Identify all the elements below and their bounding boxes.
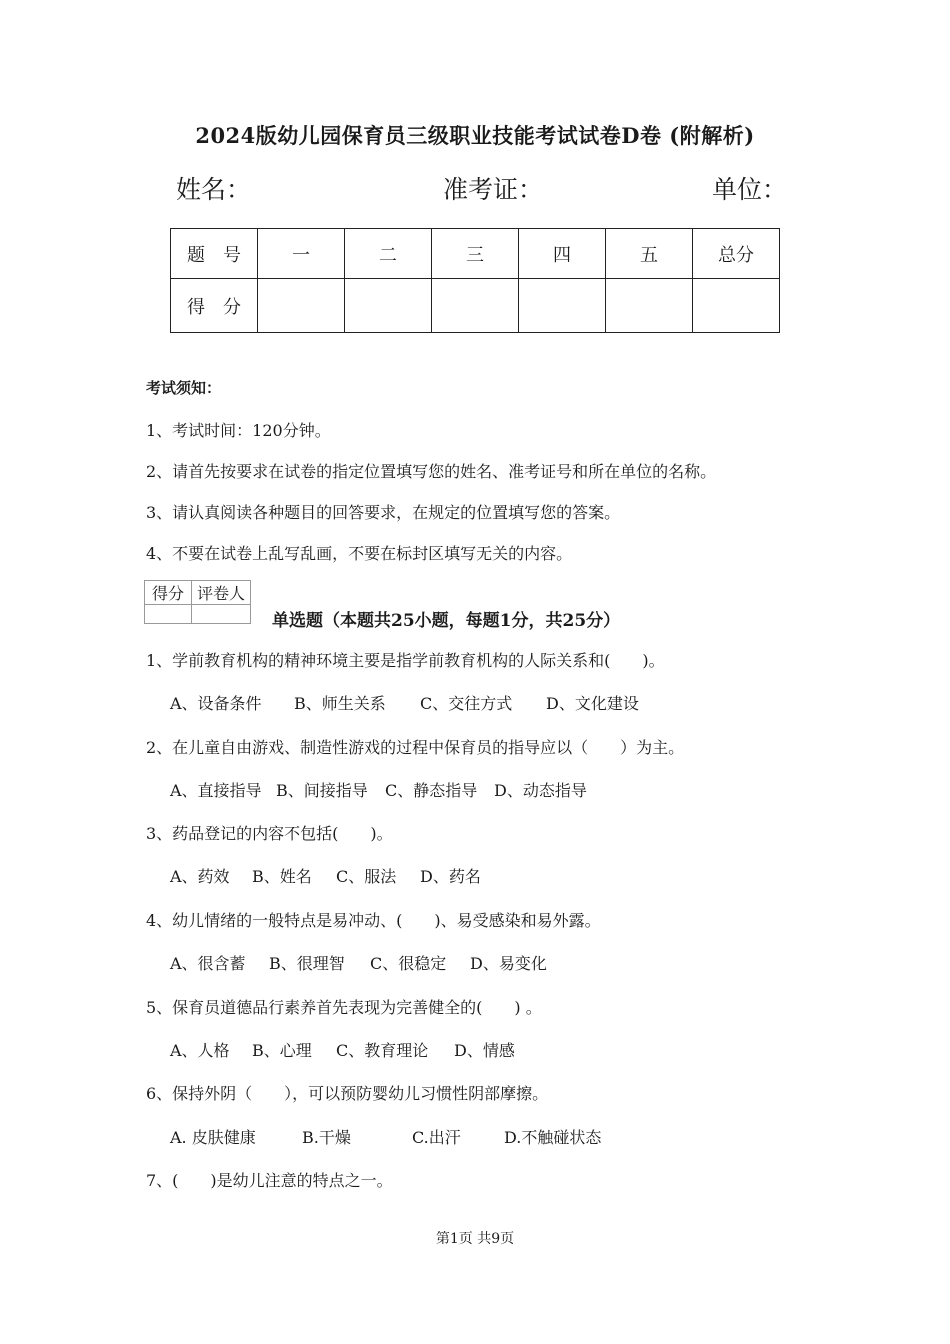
score-cell[interactable] [258, 279, 345, 333]
grader-box-score-label: 得分 [145, 581, 192, 605]
option[interactable]: A、直接指导 [170, 781, 262, 800]
option[interactable]: C、服法 [336, 867, 397, 886]
option[interactable]: B.干燥 [302, 1128, 351, 1147]
name-field-label: 姓名： [176, 175, 252, 204]
question-text: 6、保持外阴（ ），可以预防婴幼儿习惯性阴部摩擦。 [146, 1084, 549, 1103]
question-text: 5、保育员道德品行素养首先表现为完善健全的( ) 。 [146, 998, 542, 1017]
option[interactable]: C、交往方式 [420, 694, 513, 713]
score-table-header-cell: 五 [606, 229, 693, 279]
question-text: 1、学前教育机构的精神环境主要是指学前教育机构的人际关系和( )。 [146, 651, 665, 670]
option[interactable]: C.出汗 [412, 1128, 461, 1147]
option[interactable]: B、很理智 [269, 954, 345, 973]
option[interactable]: C、静态指导 [385, 781, 478, 800]
question-options [170, 864, 481, 887]
option[interactable]: C、教育理论 [336, 1041, 429, 1060]
notice-item: 4、不要在试卷上乱写乱画，不要在标封区填写无关的内容。 [146, 544, 573, 563]
score-table-header-cell: 三 [432, 229, 519, 279]
grader-box-score-cell[interactable] [145, 605, 192, 624]
option[interactable]: B、心理 [252, 1041, 312, 1060]
question-options [170, 951, 547, 974]
question-options [170, 1038, 515, 1061]
option[interactable]: B、姓名 [252, 867, 312, 886]
option[interactable]: C、很稳定 [370, 954, 447, 973]
option[interactable]: B、师生关系 [294, 694, 386, 713]
notice-item: 3、请认真阅读各种题目的回答要求，在规定的位置填写您的答案。 [146, 503, 621, 522]
question-options [170, 691, 639, 714]
option[interactable]: D、药名 [420, 867, 481, 886]
score-table-row-label: 得 分 [171, 279, 258, 333]
score-table-header-cell: 一 [258, 229, 345, 279]
grader-box [144, 580, 251, 624]
score-cell[interactable] [345, 279, 432, 333]
option[interactable]: D、情感 [454, 1041, 515, 1060]
option[interactable]: D、文化建设 [546, 694, 639, 713]
score-table-header-row [171, 229, 780, 279]
option[interactable]: B、间接指导 [276, 781, 368, 800]
score-table-header-cell: 总分 [693, 229, 780, 279]
score-cell[interactable] [693, 279, 780, 333]
option[interactable]: D、易变化 [470, 954, 547, 973]
question-text: 3、药品登记的内容不包括( )。 [146, 824, 393, 843]
score-table [170, 228, 780, 333]
page-footer: 第1页 共9页 [435, 1231, 515, 1247]
option[interactable]: A、很含蓄 [170, 954, 246, 973]
notice-heading: 考试须知： [146, 379, 222, 397]
score-table-header-cell: 二 [345, 229, 432, 279]
exam-id-field-label: 准考证： [443, 175, 544, 204]
page-title: 2024版幼儿园保育员三级职业技能考试试卷D卷 (附解析) [195, 123, 755, 148]
score-table-header-cell: 题 号 [171, 229, 258, 279]
question-options [170, 1125, 601, 1148]
option[interactable]: A. 皮肤健康 [170, 1128, 256, 1147]
option[interactable]: D、动态指导 [494, 781, 587, 800]
option[interactable]: D.不触碰状态 [504, 1128, 602, 1147]
option[interactable]: A、药效 [170, 867, 230, 886]
option[interactable]: A、设备条件 [170, 694, 262, 713]
question-text: 4、幼儿情绪的一般特点是易冲动、( )、易受感染和易外露。 [146, 911, 601, 930]
score-cell[interactable] [432, 279, 519, 333]
score-table-score-row [171, 279, 780, 333]
option[interactable]: A、人格 [170, 1041, 230, 1060]
grader-box-grader-cell[interactable] [192, 605, 251, 624]
score-cell[interactable] [606, 279, 693, 333]
notice-item: 1、考试时间：120分钟。 [146, 421, 331, 440]
unit-field-label: 单位： [712, 175, 788, 204]
score-cell[interactable] [519, 279, 606, 333]
question-text: 2、在儿童自由游戏、制造性游戏的过程中保育员的指导应以（ ）为主。 [146, 738, 685, 757]
question-options [170, 778, 587, 801]
grader-box-grader-label: 评卷人 [192, 581, 251, 605]
section-title: 单选题（本题共25小题，每题1分，共25分） [272, 611, 621, 631]
score-table-header-cell: 四 [519, 229, 606, 279]
notice-item: 2、请首先按要求在试卷的指定位置填写您的姓名、准考证号和所在单位的名称。 [146, 462, 717, 481]
question-text: 7、( )是幼儿注意的特点之一。 [146, 1171, 393, 1190]
